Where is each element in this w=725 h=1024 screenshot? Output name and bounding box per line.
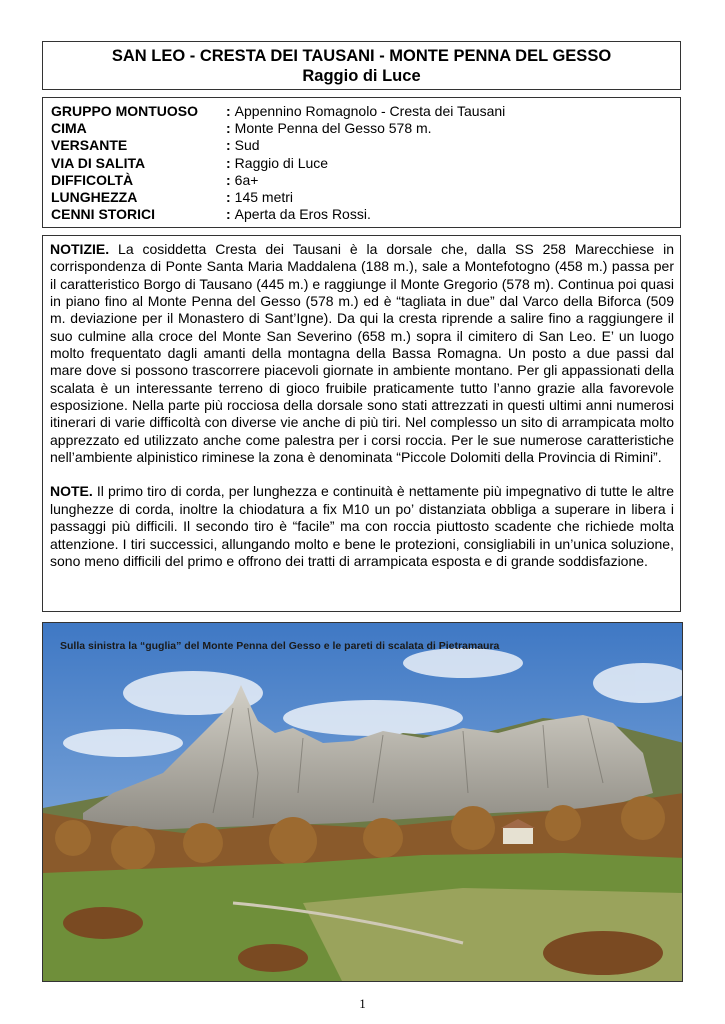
info-value: Raggio di Luce xyxy=(234,154,329,171)
info-key: VIA DI SALITA xyxy=(51,154,146,171)
info-key: GRUPPO MONTUOSO xyxy=(51,103,199,119)
farmhouse xyxy=(503,828,533,844)
notizie-paragraph xyxy=(50,241,674,466)
route-name-title: Raggio di Luce xyxy=(302,67,421,85)
info-separator: : xyxy=(226,103,231,119)
info-value: Sud xyxy=(234,137,260,154)
notizie-text: La cosiddetta Cresta dei Tausani è la dorsale che, dalla SS 258 Marecchiese in corrispondenza di Ponte Santa Maria Maddalena (188 m.), sale a Montefotogno (458 m.) passa per il caratteristico Borgo di Tausano (445 m.) e raggiunge il Monte Gregorio (578 m). Continua poi quasi in piano fino al Monte Penna del Gesso (578 m.) ed è “tagliata in due” dal Varco della Biforca (509 m. deviazione per il Monastero di Sant’Igne). Da qui la cresta riprende a salire fino a raggiungere il suo culmine alla croce del Monte San Severino (658 m.) sopra il cimitero di San Leo. E’ un luogo molto frequentato dagli amanti della montagna della Bassa Romagna. Un posto a due passi dal mare dove si possono trascorrere piacevoli giornate in ambiente montano. Per gli appassionati della scalata è un interessante terreno di gioco fruibile praticamente tutto l’anno grazie alla favorevole esposizione. Nella parte più rocciosa della dorsale sono stati attrezzati in questi ultimi anni numerosi itinerari di varie difficoltà con diverse vie anche di più tiri. Nel complesso un sito di arrampicata molto apprezzato ed utilizzato anche come palestra per i corsi roccia. Per le sue numerose caratteristiche nell’ambiente alpinistico riminese la zona è denominata “Piccole Dolomiti della Provincia di Rimini”. xyxy=(50,241,674,466)
info-separator: : xyxy=(226,120,231,137)
info-value: Monte Penna del Gesso 578 m. xyxy=(234,120,432,137)
note-paragraph xyxy=(50,483,674,570)
info-key: CIMA xyxy=(51,120,87,137)
info-row xyxy=(51,189,680,206)
landscape-photo xyxy=(42,622,683,982)
info-row xyxy=(51,172,680,189)
info-separator: : xyxy=(226,171,231,188)
notizie-label: NOTIZIE. xyxy=(50,241,110,257)
note-label: NOTE. xyxy=(50,483,93,500)
info-row xyxy=(51,120,680,137)
info-separator: : xyxy=(226,206,231,223)
info-value: 6a+ xyxy=(234,171,259,188)
info-separator: : xyxy=(226,137,231,154)
info-value: Aperta da Eros Rossi. xyxy=(234,206,371,223)
page-number: 1 xyxy=(359,996,366,1011)
title-box xyxy=(42,41,681,90)
landscape-illustration xyxy=(43,623,683,982)
info-key: LUNGHEZZA xyxy=(51,189,138,206)
info-separator: : xyxy=(226,189,231,206)
info-row xyxy=(51,155,680,172)
info-separator: : xyxy=(226,154,231,171)
photo-caption: Sulla sinistra la “guglia” del Monte Penna del Gesso e le pareti di scalata di Pietramaura xyxy=(60,640,500,652)
info-row xyxy=(51,206,680,223)
info-row xyxy=(51,103,680,120)
info-row xyxy=(51,137,680,154)
info-value: Appennino Romagnolo - Cresta dei Tausani xyxy=(234,103,506,119)
document-title: SAN LEO - CRESTA DEI TAUSANI - MONTE PENNA DEL GESSO xyxy=(111,47,612,65)
info-value: 145 metri xyxy=(234,189,294,206)
info-key: DIFFICOLTÀ xyxy=(51,171,134,188)
info-key: VERSANTE xyxy=(51,137,128,154)
info-box xyxy=(42,97,681,228)
note-text: Il primo tiro di corda, per lunghezza e continuità è nettamente più impegnativo di tutte le altre lunghezze di corda, inoltre la chiodatura a fix M10 un po’ distanziata obbliga a superare in libera i passaggi più difficili. Il secondo tiro è “facile” ma con roccia piuttosto scadente che richiede molta attenzione. I tiri successici, allungando molto e bene le protezioni, consigliabili in un’unica soluzione, sono meno difficili del primo e offrono dei tratti di arrampicata esposta e di grande soddisfazione. xyxy=(50,483,674,569)
info-key: CENNI STORICI xyxy=(51,206,155,223)
notes-box xyxy=(42,235,681,612)
